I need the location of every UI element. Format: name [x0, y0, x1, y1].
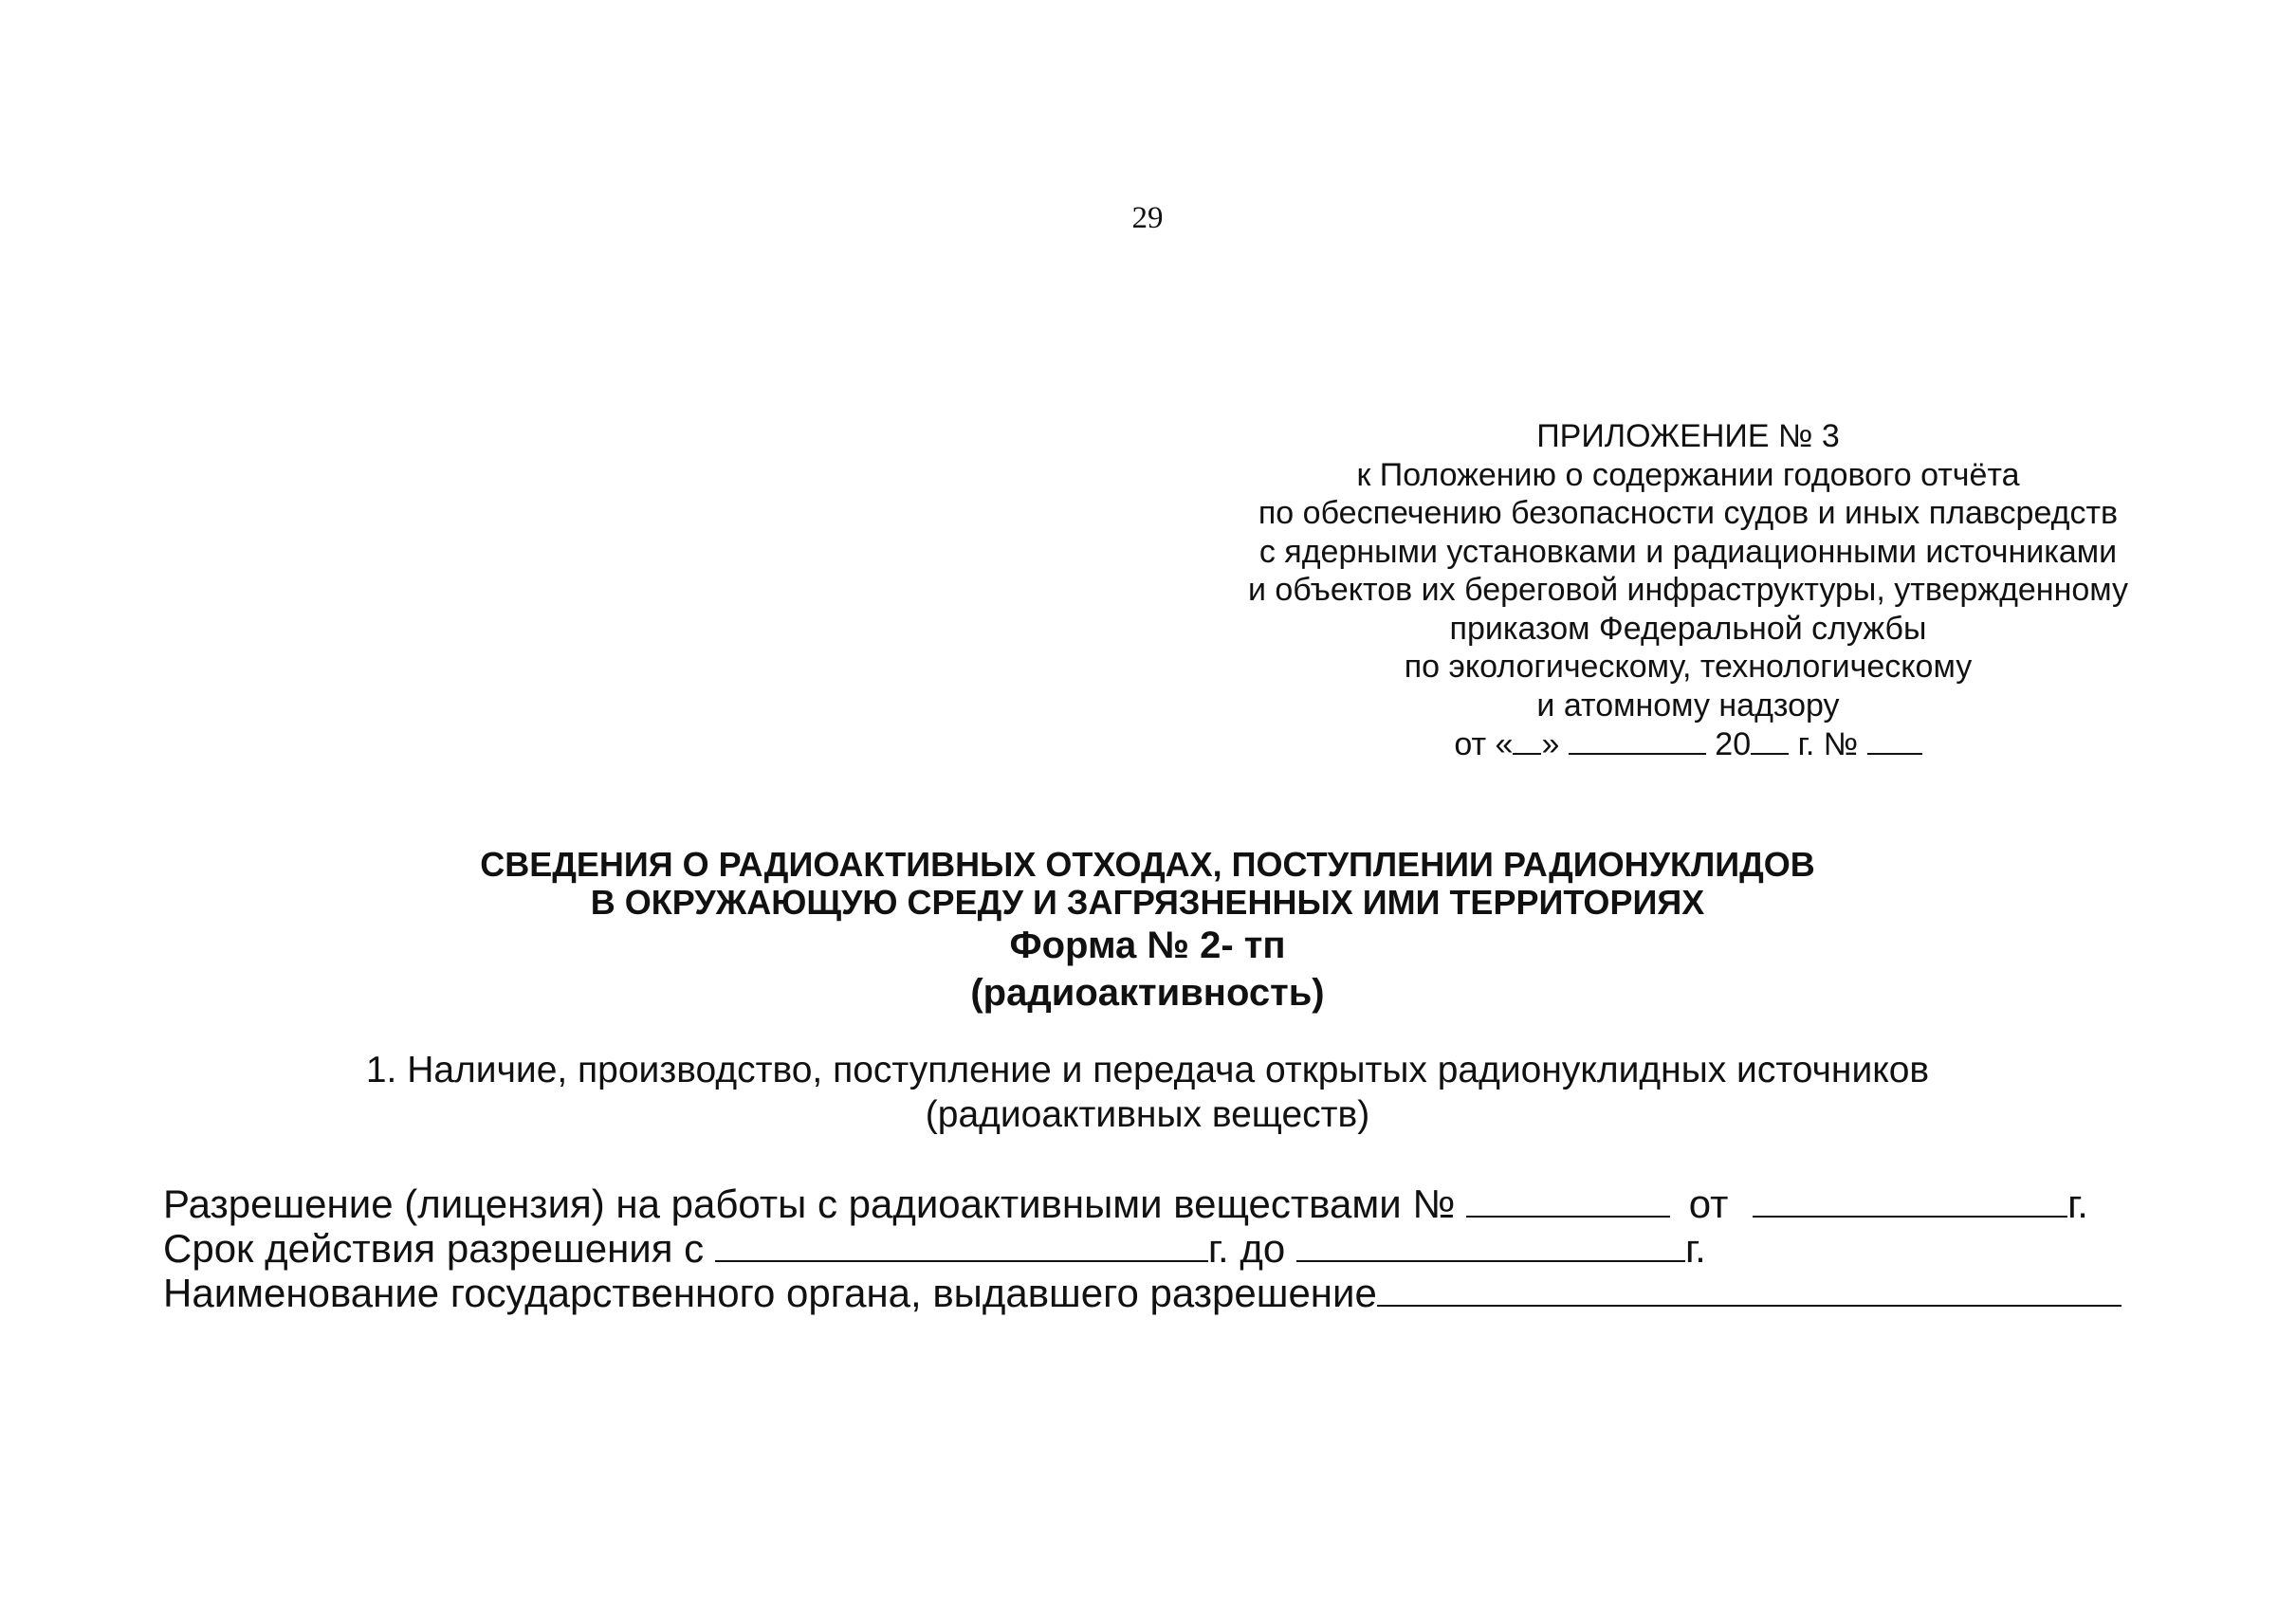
form-subtitle: (радиоактивность)	[970, 972, 1325, 1014]
year-prefix: 20	[1715, 726, 1752, 762]
license-year-label: г.	[2067, 1182, 2088, 1226]
license-fields	[163, 1182, 2155, 1315]
license-date-field[interactable]	[1753, 1182, 2067, 1218]
section-title-line: 1. Наличие, производство, поступление и передача открытых радионуклидных источников	[365, 1050, 1930, 1090]
appendix-line: к Положению о содержании годового отчёта	[1356, 456, 2020, 493]
license-from-label: от	[1688, 1182, 1729, 1226]
validity-row	[163, 1226, 2155, 1271]
appendix-line: приказом Федеральной службы	[1449, 610, 1927, 647]
heading-line: СВЕДЕНИЯ О РАДИОАКТИВНЫХ ОТХОДАХ, ПОСТУПЛЕНИИ РАДИОНУКЛИДОВ	[480, 845, 1815, 884]
page-number: 29	[1131, 201, 1164, 235]
license-row	[163, 1182, 2155, 1226]
license-number-field[interactable]	[1466, 1182, 1670, 1218]
year-blank	[1751, 724, 1789, 755]
validity-end-field[interactable]	[1296, 1226, 1685, 1262]
authority-label: Наименование государственного органа, выдавшего разрешение	[163, 1271, 1377, 1315]
section-title	[199, 1048, 2096, 1137]
year-suffix: г. №	[1797, 726, 1859, 762]
appendix-date-line	[1176, 724, 2200, 764]
license-label: Разрешение (лицензия) на работы с радиоактивными веществами №	[163, 1182, 1456, 1226]
appendix-line: и объектов их береговой инфраструктуры, утвержденному	[1247, 572, 2129, 608]
appendix-block	[1176, 417, 2200, 764]
date-close-quote: »	[1541, 726, 1560, 762]
appendix-line: и атомному надзору	[1536, 687, 1840, 724]
appendix-title: ПРИЛОЖЕНИЕ № 3	[1536, 418, 1840, 454]
number-blank	[1867, 724, 1922, 755]
appendix-line: по обеспечению безопасности судов и иных плавсредств	[1258, 495, 2119, 531]
day-blank	[1513, 724, 1541, 755]
validity-start-field[interactable]	[715, 1226, 1208, 1262]
date-prefix: от «	[1454, 726, 1514, 762]
heading-line: В ОКРУЖАЮЩУЮ СРЕДУ И ЗАГРЯЗНЕННЫХ ИМИ ТЕРРИТОРИЯХ	[590, 883, 1705, 922]
authority-field[interactable]	[1377, 1271, 2122, 1307]
validity-label: Срок действия разрешения с	[163, 1226, 705, 1271]
month-blank	[1569, 724, 1706, 755]
appendix-line: по экологическому, технологическому	[1404, 649, 1973, 685]
validity-to-label: г. до	[1207, 1226, 1286, 1271]
form-number: Форма № 2- тп	[1009, 925, 1286, 966]
appendix-line: с ядерными установками и радиационными источниками	[1258, 533, 2118, 570]
authority-row	[163, 1271, 2155, 1315]
validity-year-label: г.	[1684, 1226, 1706, 1271]
document-heading	[294, 846, 2001, 1017]
section-title-line: (радиоактивных веществ)	[925, 1094, 1370, 1135]
